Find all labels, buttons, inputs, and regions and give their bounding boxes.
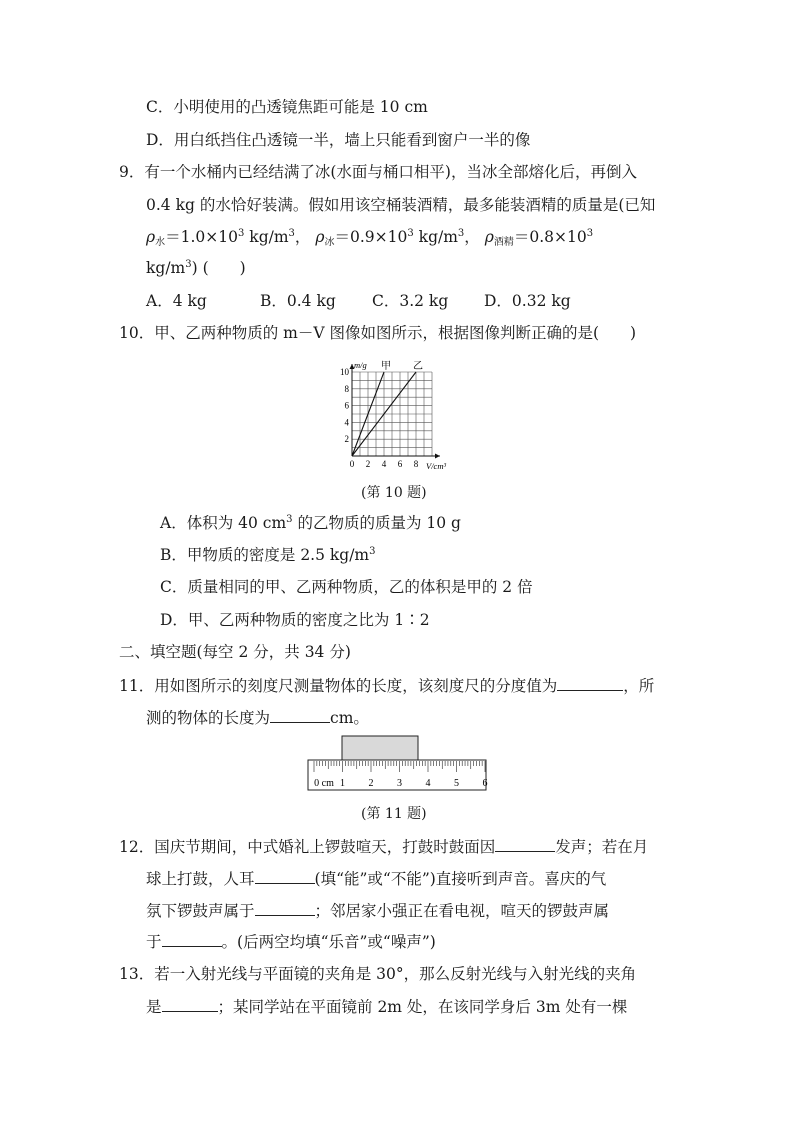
- q9-option-b: B．0.4 kg: [260, 292, 336, 310]
- q13-number: 13．: [119, 965, 155, 983]
- ruler-figure: [306, 734, 488, 794]
- q9-line-2: 0.4 kg 的水恰好装满。假如用该空桶装酒精，最多能装酒精的质量是(已知: [146, 196, 656, 214]
- rho-ice: $\rho_冰$: [315, 228, 335, 248]
- q9-number: 9．: [119, 163, 145, 181]
- q9-options: [146, 290, 571, 312]
- y-tick-label: 4: [344, 417, 349, 428]
- q10-figure-caption: (第 10 题): [361, 485, 427, 501]
- q11-number: 11．: [119, 677, 155, 695]
- ruler-label: 1: [340, 778, 345, 789]
- series-label: 乙: [413, 361, 423, 372]
- ruler-label: 4: [425, 778, 431, 789]
- q13-line-1: 13．若一入射光线与平面镜的夹角是 30°，那么反射光线与入射光线的夹角: [119, 965, 637, 983]
- ruler-label: 0 cm: [314, 778, 334, 789]
- q11-line-1: 11．用如图所示的刻度尺测量物体的长度，该刻度尺的分度值为 ，所: [119, 674, 654, 697]
- x-tick-label: 8: [413, 459, 419, 469]
- answer-blank[interactable]: [162, 995, 218, 1012]
- y-tick-label: 2: [344, 434, 349, 445]
- ruler-label: 3: [397, 778, 402, 789]
- x-tick-label: 0: [349, 459, 355, 469]
- x-tick-label: 6: [397, 459, 403, 469]
- q10-text: 甲、乙两种物质的 m－V 图像如图所示，根据图像判断正确的是( ): [154, 324, 637, 342]
- y-tick-label: 8: [344, 383, 349, 394]
- q10-number: 10．: [119, 324, 155, 342]
- q12-line-4: 于 。(后两空均填“乐音”或“噪声”): [146, 930, 436, 953]
- answer-blank[interactable]: [255, 899, 315, 916]
- q9-option-a: A．4 kg: [146, 292, 207, 310]
- q12-number: 12．: [119, 838, 155, 856]
- rho-water: $\rho_水$: [146, 228, 166, 248]
- x-tick-label: 4: [381, 459, 387, 469]
- q8-option-d: D．用白纸挡住凸透镜一半，墙上只能看到窗户一半的像: [146, 131, 531, 149]
- ruler-label: 5: [454, 778, 459, 789]
- q12-line-1: 12．国庆节期间，中式婚礼上锣鼓喧天，打鼓时鼓面因 发声；若在月: [119, 835, 648, 858]
- q9-line-1: [119, 161, 637, 183]
- x-axis-arrow: [435, 454, 440, 459]
- q9-option-d: D．0.32 kg: [484, 292, 571, 310]
- answer-blank[interactable]: [557, 674, 623, 691]
- q10-option-c: C．质量相同的甲、乙两种物质，乙的体积是甲的 2 倍: [160, 578, 533, 596]
- q10-option-a: A．体积为 40 $cm^3$ 的乙物质的质量为 10 g: [160, 514, 461, 532]
- q12-line-2: 球上打鼓，人耳 (填“能”或“不能”)直接听到声音。喜庆的气: [146, 867, 606, 890]
- answer-blank[interactable]: [270, 706, 330, 723]
- answer-blank[interactable]: [162, 930, 222, 947]
- measured-block: [342, 736, 418, 760]
- q10-option-b: B．甲物质的密度是 2.5 $kg/m^3$: [160, 546, 376, 564]
- answer-blank[interactable]: [495, 835, 555, 852]
- q11-figure-caption: (第 11 题): [361, 806, 427, 822]
- mass-volume-chart: [336, 352, 460, 470]
- x-axis-label: V/cm³: [426, 461, 447, 470]
- q9-line-4: $kg/m^3$) ( ): [146, 259, 246, 277]
- q9-option-c: C．3.2 kg: [372, 292, 449, 310]
- ruler-label: 6: [482, 778, 488, 789]
- x-tick-label: 2: [365, 459, 371, 469]
- section-title: 二、填空题(每空 2 分，共 34 分): [119, 643, 351, 661]
- y-axis-label: m/g: [354, 360, 367, 370]
- q9-line-3: $\rho_水=1.0\times 10^3$ $kg/m^3$， $\rho_冰=0.9\times 10^3$ $kg/m^3$， $\rho_{酒精}=0.8\times 10^3$: [146, 228, 594, 248]
- chart-series: [352, 360, 423, 456]
- chart-grid: [352, 372, 432, 456]
- series-label: 甲: [381, 361, 391, 372]
- q10-option-d: D．甲、乙两种物质的密度之比为 1∶2: [160, 611, 430, 629]
- y-tick-label: 6: [344, 400, 349, 411]
- y-tick-label: 10: [340, 367, 349, 377]
- q8-option-c: C．小明使用的凸透镜焦距可能是 10 cm: [146, 98, 428, 116]
- q9-text-1: 有一个水桶内已经结满了冰(水面与桶口相平)，当冰全部熔化后，再倒入: [144, 163, 637, 181]
- answer-blank[interactable]: [255, 867, 315, 884]
- q11-line-2: 测的物体的长度为 cm。: [146, 706, 369, 729]
- rho-alcohol: $\rho_{酒精}$: [484, 228, 514, 248]
- q10-line-1: [119, 322, 636, 344]
- ruler-label: 2: [368, 778, 374, 789]
- q13-line-2: 是 ；某同学站在平面镜前 2m 处，在该同学身后 3m 处有一棵: [146, 995, 627, 1018]
- q12-line-3: 氛下锣鼓声属于 ；邻居家小强正在看电视，喧天的锣鼓声属: [146, 899, 609, 922]
